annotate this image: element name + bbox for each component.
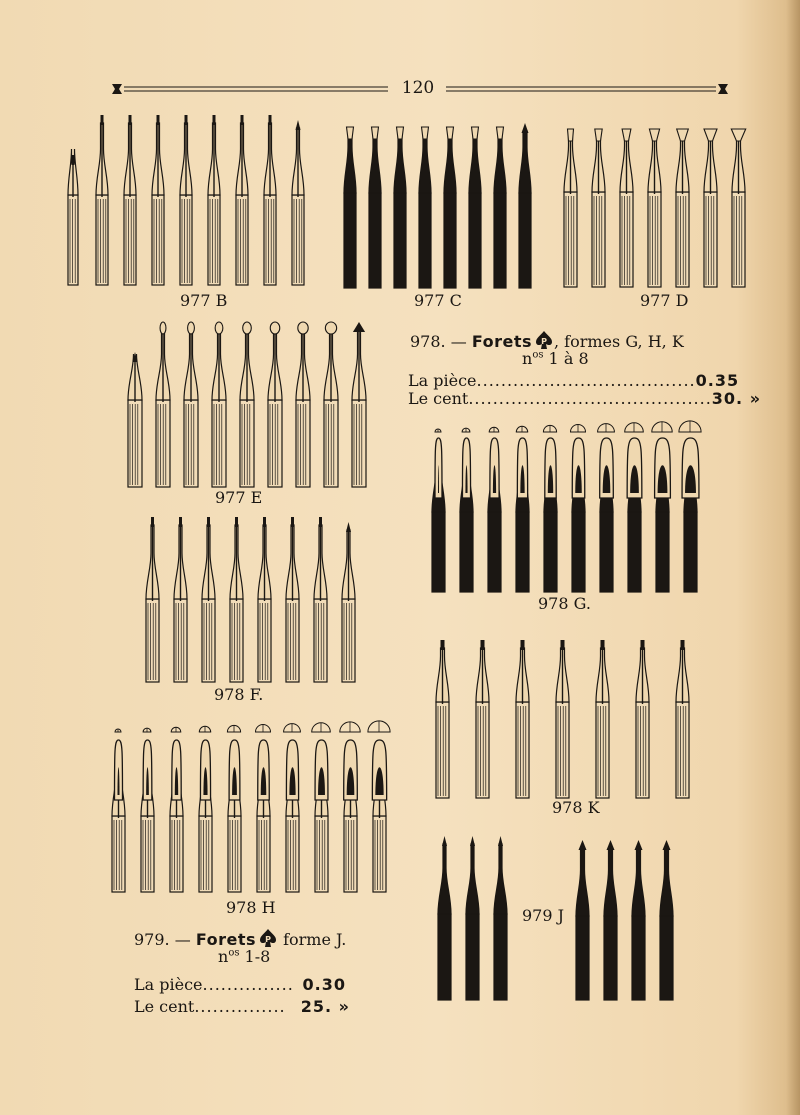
caption-977e: 977 E	[215, 488, 263, 507]
drill-bit	[432, 438, 445, 592]
drill-bit	[636, 640, 649, 798]
caption-977d: 977 D	[640, 291, 689, 310]
tools-977d-illustration	[558, 127, 758, 287]
drill-bit	[576, 840, 589, 1000]
drill-bit	[369, 127, 381, 288]
drill-bit	[141, 740, 154, 892]
drill-bit	[466, 836, 479, 1000]
drill-bit	[469, 127, 481, 288]
drill-bit	[184, 322, 198, 487]
right-ornament-icon	[718, 84, 728, 94]
drill-bit	[344, 127, 356, 288]
drill-bit	[731, 129, 745, 287]
drill-bit	[655, 438, 671, 592]
entry-979-price-piece: La pièce ............... 0.30	[134, 975, 346, 994]
drill-bit	[444, 127, 456, 288]
drill-bit	[596, 640, 609, 798]
drill-bit	[676, 640, 689, 798]
entry-979-name: Forets	[195, 930, 256, 949]
drill-bit	[96, 115, 108, 285]
drill-bit	[419, 127, 431, 288]
caption-977c: 977 C	[414, 291, 462, 310]
drill-bit	[208, 115, 220, 285]
drill-bit	[572, 438, 585, 592]
drill-bit	[257, 740, 270, 892]
entry-979-numbers: $n^{os}$ 1-8	[218, 947, 271, 966]
caption-978k: 978 K	[552, 798, 600, 817]
drill-bit	[342, 522, 355, 682]
drill-bit	[660, 840, 673, 1000]
entry-978-name: Forets	[471, 332, 532, 351]
entry-979-forms: forme J.	[278, 930, 347, 949]
drill-bit	[676, 129, 689, 287]
svg-text:P: P	[265, 935, 271, 944]
drill-bit	[324, 322, 338, 487]
drill-bit	[704, 129, 717, 287]
caption-978f: 978 F.	[214, 685, 264, 704]
drill-bit	[68, 149, 78, 285]
drill-bit	[488, 438, 501, 592]
drill-bit	[286, 517, 299, 682]
drill-bit	[156, 322, 170, 487]
drill-bit	[476, 640, 489, 798]
drill-bit	[516, 438, 529, 592]
drill-bit	[315, 740, 328, 892]
tools-979j-right-illustration	[570, 836, 688, 1000]
spade-brand-mark-icon	[258, 928, 278, 948]
caption-977b: 977 B	[180, 291, 228, 310]
drill-bit	[627, 438, 642, 592]
drill-bit	[296, 322, 310, 487]
drill-bit	[632, 840, 645, 1000]
drill-bit	[258, 517, 271, 682]
caption-978g: 978 G.	[538, 594, 591, 613]
drill-bit	[564, 129, 577, 287]
tools-979j-left-illustration	[432, 832, 516, 1000]
drill-bit	[648, 129, 661, 287]
drill-bit	[146, 517, 159, 682]
drill-bit	[544, 438, 557, 592]
drill-bit	[682, 438, 699, 592]
drill-bit	[620, 129, 633, 287]
drill-bit	[212, 322, 226, 487]
drill-bit	[236, 115, 248, 285]
drill-bit	[286, 740, 299, 892]
drill-bit	[556, 640, 569, 798]
drill-bit	[314, 517, 327, 682]
drill-bit	[268, 322, 282, 487]
tools-978h-illustration	[106, 720, 384, 892]
drill-bit	[128, 352, 142, 487]
drill-bit	[438, 836, 451, 1000]
drill-bit	[352, 322, 366, 487]
drill-bit	[460, 438, 473, 592]
drill-bit	[516, 640, 529, 798]
drill-bit	[592, 129, 605, 287]
entry-978-price-hundred: Le cent ........................................ 30. »	[408, 389, 762, 408]
tools-978f-illustration	[140, 517, 372, 682]
drill-bit	[112, 740, 125, 892]
entry-979-number: 979. —	[134, 930, 191, 949]
tools-977b-illustration	[62, 115, 302, 285]
page-number: 120	[401, 78, 435, 98]
entry-978-heading	[410, 330, 684, 351]
entry-978-number: 978. —	[410, 332, 467, 351]
tools-978k-illustration	[430, 628, 694, 798]
svg-text:P: P	[541, 337, 547, 346]
drill-bit	[180, 115, 192, 285]
drill-bit	[240, 322, 254, 487]
drill-bit	[600, 438, 614, 592]
drill-bit	[394, 127, 406, 288]
drill-bit	[494, 127, 506, 288]
tools-977c-illustration	[338, 123, 543, 288]
entry-979-price-hundred: Le cent ............... 25. »	[134, 997, 350, 1016]
drill-bit	[604, 840, 617, 1000]
drill-bit	[519, 123, 531, 288]
tools-978g-illustration	[426, 420, 710, 592]
drill-bit	[230, 517, 243, 682]
drill-bit	[199, 740, 212, 892]
drill-bit	[264, 115, 276, 285]
entry-979-heading	[134, 928, 346, 949]
spade-brand-mark-icon	[534, 330, 554, 350]
left-ornament-icon	[112, 84, 122, 94]
drill-bit	[170, 740, 183, 892]
drill-bit	[152, 115, 164, 285]
drill-bit	[124, 115, 136, 285]
entry-978-forms: , formes G, H, K	[554, 332, 684, 351]
drill-bit	[344, 740, 358, 892]
page-spine-shadow	[786, 0, 800, 1115]
caption-979j: 979 J	[522, 906, 565, 925]
drill-bit	[494, 836, 507, 1000]
drill-bit	[202, 517, 215, 682]
drill-bit	[372, 740, 386, 892]
drill-bit	[228, 740, 241, 892]
tools-977e-illustration	[122, 322, 384, 487]
drill-bit	[174, 517, 187, 682]
caption-978h: 978 H	[226, 898, 276, 917]
entry-978-numbers: $n^{os}$ 1 à 8	[522, 349, 589, 368]
entry-978-price-piece: La pièce .................................... 0.35	[408, 371, 740, 390]
drill-bit	[436, 640, 449, 798]
